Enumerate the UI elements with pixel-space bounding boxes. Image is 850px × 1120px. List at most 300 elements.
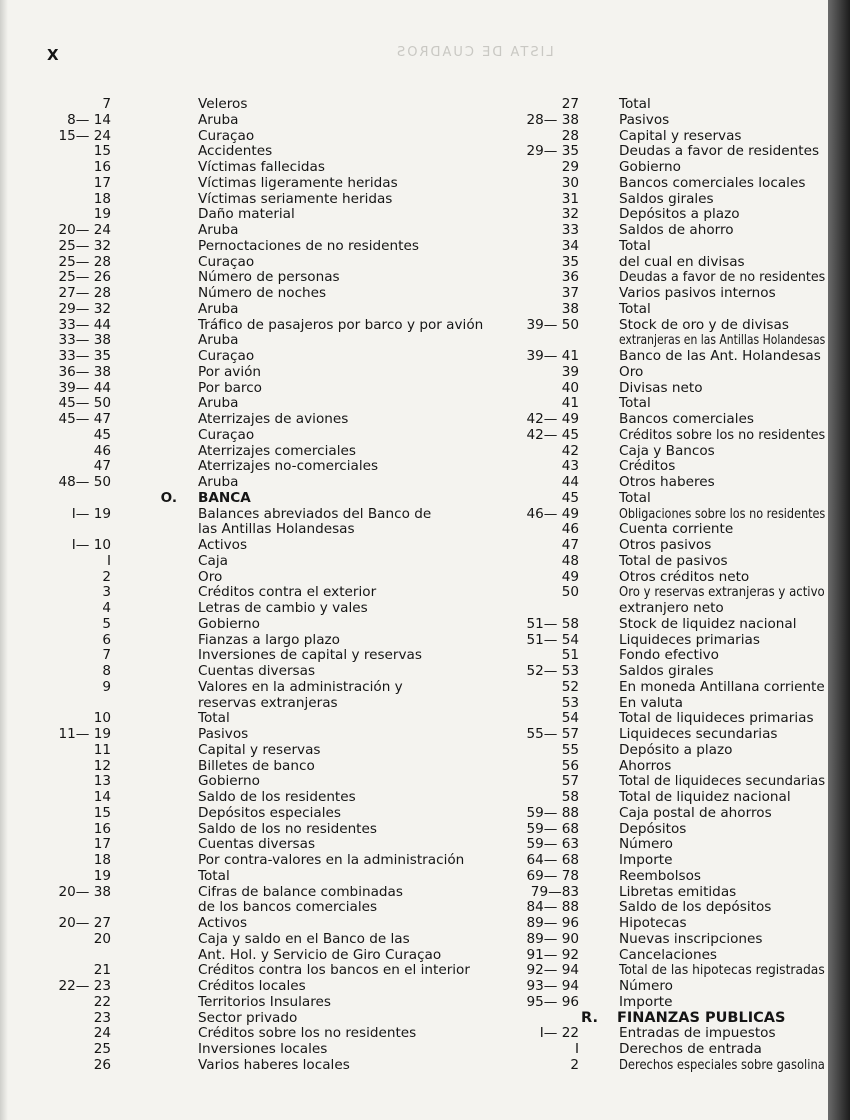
- table-title: Total: [619, 237, 651, 254]
- table-number: 25— 32: [58, 237, 111, 254]
- table-number: 11: [93, 741, 111, 758]
- table-number: 54: [561, 710, 579, 727]
- table-number-cell: [520, 192, 579, 208]
- index-row: [40, 963, 500, 979]
- index-row: [520, 207, 825, 223]
- table-title: Obligaciones sobre los no residentes: [619, 505, 826, 522]
- index-row: [40, 192, 500, 208]
- table-number: 14: [93, 789, 111, 805]
- table-title: Créditos sobre los no residentes: [198, 1025, 417, 1042]
- index-row: [40, 759, 500, 775]
- table-number: 4: [102, 600, 111, 616]
- table-number: 26: [93, 1056, 111, 1073]
- table-number: 84— 88: [526, 899, 579, 916]
- table-title: Créditos: [619, 458, 676, 475]
- table-number-cell: [520, 428, 579, 444]
- table-number-cell: [40, 475, 111, 491]
- table-number-cell: [40, 522, 111, 538]
- table-title: de los bancos comerciales: [198, 899, 378, 916]
- index-row: [520, 192, 825, 208]
- table-title: Deudas a favor de no residentes: [619, 269, 826, 286]
- index-row: [520, 333, 825, 349]
- index-row: [40, 885, 500, 901]
- index-row: [40, 648, 500, 664]
- table-number-cell: [40, 1042, 111, 1058]
- table-number-cell: [40, 869, 111, 885]
- table-title: Saldo de los depósitos: [619, 899, 772, 916]
- table-title: Número de noches: [198, 285, 327, 301]
- table-number: 20— 27: [58, 915, 111, 931]
- table-title: BANCA: [198, 489, 251, 506]
- table-number-cell: [520, 444, 579, 460]
- index-row: [40, 428, 500, 444]
- table-number: 18: [93, 190, 111, 207]
- table-title: Saldos girales: [619, 190, 714, 207]
- index-row: [40, 869, 500, 885]
- index-row: [40, 711, 500, 727]
- table-title: Aruba: [198, 300, 239, 317]
- table-title: Saldo de los no residentes: [198, 820, 377, 837]
- index-row: [40, 459, 500, 475]
- index-row: [520, 711, 825, 727]
- table-number-cell: [520, 207, 579, 223]
- table-title: Cancelaciones: [619, 946, 718, 963]
- table-title: Inversiones de capital y reservas: [198, 647, 422, 664]
- table-number: I— 22: [539, 1025, 579, 1042]
- table-number: 45— 47: [58, 411, 111, 427]
- page-shadow-edge: [828, 0, 850, 1120]
- index-row: [40, 223, 500, 239]
- table-number: 28— 38: [526, 111, 579, 128]
- table-title: Pasivos: [619, 111, 670, 128]
- table-number: 52: [561, 678, 579, 695]
- table-number: I— 19: [71, 505, 111, 522]
- table-title: Depósito a plazo: [619, 741, 733, 758]
- table-number: 39— 44: [58, 379, 111, 396]
- index-row: [40, 633, 500, 649]
- table-number: 39— 41: [526, 348, 579, 364]
- table-title: Créditos locales: [198, 978, 306, 994]
- table-title: Aterrizajes comerciales: [198, 442, 356, 459]
- index-row: [520, 349, 825, 365]
- table-title: Total de liquideces primarias: [619, 710, 814, 727]
- table-number: 8— 14: [67, 111, 111, 128]
- table-number: 35: [561, 253, 579, 270]
- table-title: Liquideces secundarias: [619, 726, 778, 742]
- index-row: [520, 570, 825, 586]
- table-title: Total de liquidez nacional: [619, 789, 791, 805]
- table-number-cell: [40, 302, 111, 318]
- page-binding-edge: [0, 0, 8, 1120]
- table-number: 12: [93, 757, 111, 774]
- table-number: 46: [93, 442, 111, 459]
- table-number-cell: [520, 900, 579, 916]
- index-row: [520, 932, 825, 948]
- table-number: 40: [561, 379, 579, 396]
- table-number-cell: [40, 113, 111, 129]
- table-number: 10: [93, 710, 111, 727]
- left-column-index: [40, 97, 500, 1074]
- table-number: 27: [561, 96, 579, 112]
- table-number-cell: [520, 979, 579, 995]
- table-number-cell: [520, 1026, 579, 1042]
- table-number-cell: [40, 806, 111, 822]
- table-title: Veleros: [198, 96, 248, 112]
- table-title: Oro: [619, 363, 644, 380]
- table-number: 9: [102, 678, 111, 695]
- index-row: [40, 522, 500, 538]
- index-row: [520, 648, 825, 664]
- table-title: Caja postal de ahorros: [619, 804, 772, 821]
- table-title: Accidentes: [198, 143, 273, 160]
- index-row: [40, 333, 500, 349]
- table-title: Créditos contra los bancos en el interior: [198, 962, 470, 979]
- table-number-cell: [40, 207, 111, 223]
- table-title: Aruba: [198, 395, 239, 412]
- table-number: 33— 38: [58, 332, 111, 349]
- table-number-cell: [520, 365, 579, 381]
- table-number-cell: [520, 774, 579, 790]
- index-row: [520, 318, 825, 334]
- table-number: 21: [93, 962, 111, 979]
- index-row: [40, 349, 500, 365]
- table-title: Total: [619, 489, 651, 506]
- table-number-cell: [520, 963, 579, 979]
- table-number-cell: [520, 176, 579, 192]
- index-row: [520, 822, 825, 838]
- table-number-cell: [40, 570, 111, 586]
- table-number-cell: [520, 475, 579, 491]
- table-title: Activos: [198, 537, 248, 553]
- table-number-cell: [40, 853, 111, 869]
- table-number: 32: [561, 206, 579, 223]
- table-number-cell: [520, 1042, 579, 1058]
- table-number: R.: [581, 1009, 598, 1026]
- index-row: [40, 365, 500, 381]
- table-title: Banco de las Ant. Holandesas: [619, 348, 821, 364]
- table-title: Por contra-valores en la administración: [198, 852, 465, 868]
- table-title: Nuevas inscripciones: [619, 930, 763, 947]
- table-title: Caja y saldo en el Banco de las: [198, 930, 410, 947]
- section-heading: [520, 1011, 825, 1027]
- table-number: 64— 68: [526, 852, 579, 868]
- table-number-cell: [40, 333, 111, 349]
- table-number: 22— 23: [58, 978, 111, 994]
- table-number-cell: [40, 743, 111, 759]
- table-number-cell: [520, 822, 579, 838]
- table-number: 42: [561, 442, 579, 459]
- table-title: Total: [619, 395, 651, 412]
- index-row: [520, 365, 825, 381]
- index-row: [40, 538, 500, 554]
- index-row: [520, 1042, 825, 1058]
- table-title: Total: [198, 710, 230, 727]
- table-title: Divisas neto: [619, 379, 703, 396]
- table-title: Tráfico de pasajeros por barco y por avión: [198, 316, 484, 333]
- table-number-cell: [520, 538, 579, 554]
- table-number-cell: [520, 459, 579, 475]
- table-number-cell: [40, 255, 111, 271]
- index-row: [520, 585, 825, 601]
- table-number: 24: [93, 1025, 111, 1042]
- table-title: Oro y reservas extranjeras y activo: [619, 584, 825, 601]
- table-number: 8: [102, 663, 111, 679]
- table-number-cell: [40, 916, 111, 932]
- table-title: Oro: [198, 568, 223, 585]
- table-title: Total de liquideces secundarias: [619, 773, 826, 790]
- bleed-through-header: LISTA DE CUADROS: [395, 45, 554, 60]
- index-row: [520, 129, 825, 145]
- table-title: Stock de oro y de divisas: [619, 316, 789, 333]
- table-number: 41: [561, 395, 579, 412]
- table-number: 95— 96: [526, 993, 579, 1010]
- index-row: [40, 680, 500, 696]
- table-number-cell: [520, 318, 579, 334]
- table-number-cell: [40, 381, 111, 397]
- table-title: Derechos especiales sobre gasolina: [619, 1056, 825, 1073]
- table-title: Sector privado: [198, 1009, 298, 1026]
- index-row: [40, 995, 500, 1011]
- table-number: 7: [102, 647, 111, 664]
- table-number-cell: [40, 412, 111, 428]
- table-number-cell: [40, 759, 111, 775]
- table-title: Saldos girales: [619, 663, 714, 679]
- table-number-cell: [520, 885, 579, 901]
- table-title: Aruba: [198, 474, 239, 490]
- table-number: 29: [561, 159, 579, 175]
- table-number: 59— 63: [526, 836, 579, 853]
- table-number-cell: [520, 759, 579, 775]
- table-number-cell: [40, 144, 111, 160]
- index-row: [40, 302, 500, 318]
- table-title: Saldo de los residentes: [198, 789, 356, 805]
- table-number-cell: [520, 1011, 598, 1027]
- table-title: En valuta: [619, 694, 683, 711]
- table-number-cell: [40, 270, 111, 286]
- index-row: [520, 286, 825, 302]
- table-title: Otros pasivos: [619, 537, 712, 553]
- index-row: [520, 412, 825, 428]
- table-number: 27— 28: [58, 285, 111, 301]
- table-title: Número: [619, 836, 673, 853]
- table-title: Balances abreviados del Banco de: [198, 505, 432, 522]
- table-number-cell: [40, 1058, 111, 1074]
- table-title: Stock de liquidez nacional: [619, 615, 797, 632]
- table-number: 38: [561, 300, 579, 317]
- table-title: Aterrizajes no-comerciales: [198, 458, 379, 475]
- table-number-cell: [520, 932, 579, 948]
- table-number: 45: [93, 426, 111, 443]
- index-row: [520, 759, 825, 775]
- index-row: [40, 806, 500, 822]
- table-number: 16: [93, 159, 111, 175]
- index-row: [520, 522, 825, 538]
- table-number-cell: [40, 995, 111, 1011]
- table-title: Derechos de entrada: [619, 1041, 762, 1057]
- table-number: 50: [561, 584, 579, 601]
- table-number-cell: [520, 239, 579, 255]
- table-number-cell: [40, 239, 111, 255]
- table-number: 37: [561, 285, 579, 301]
- table-number-cell: [40, 963, 111, 979]
- index-row: [40, 916, 500, 932]
- table-number: 30: [561, 174, 579, 191]
- table-number-cell: [40, 192, 111, 208]
- table-number-cell: [40, 459, 111, 475]
- table-number-cell: [520, 97, 579, 113]
- table-number: 45: [561, 489, 579, 506]
- table-number-cell: [520, 617, 579, 633]
- table-number: 25— 26: [58, 269, 111, 286]
- index-row: [40, 444, 500, 460]
- table-number-cell: [40, 176, 111, 192]
- index-row: [40, 144, 500, 160]
- table-title: reservas extranjeras: [198, 694, 338, 711]
- table-number-cell: [40, 617, 111, 633]
- index-row: [40, 1011, 500, 1027]
- index-row: [40, 113, 500, 129]
- table-number: 17: [93, 174, 111, 191]
- table-number-cell: [520, 412, 579, 428]
- index-row: [520, 727, 825, 743]
- table-number-cell: [520, 1058, 579, 1074]
- index-row: [520, 459, 825, 475]
- index-row: [40, 743, 500, 759]
- table-number-cell: [520, 633, 579, 649]
- index-row: [520, 176, 825, 192]
- table-number: 36: [561, 269, 579, 286]
- table-title: Cuenta corriente: [619, 521, 734, 538]
- table-number: 92— 94: [526, 962, 579, 979]
- table-number: 44: [561, 474, 579, 490]
- right-column-index: [520, 97, 825, 1074]
- table-number: 47: [561, 537, 579, 553]
- table-number-cell: [520, 869, 579, 885]
- table-number-cell: [40, 491, 177, 507]
- index-row: [520, 255, 825, 271]
- table-number-cell: [520, 995, 579, 1011]
- index-row: [40, 664, 500, 680]
- table-title: Importe: [619, 852, 673, 868]
- table-number: 28: [561, 127, 579, 144]
- index-row: [40, 979, 500, 995]
- table-number-cell: [40, 349, 111, 365]
- table-number: 33— 35: [58, 348, 111, 364]
- table-number-cell: [40, 160, 111, 176]
- table-number: 42— 49: [526, 411, 579, 427]
- table-number: 89— 90: [526, 930, 579, 947]
- table-title: Saldos de ahorro: [619, 222, 734, 238]
- table-number: 43: [561, 458, 579, 475]
- table-title: Créditos contra el exterior: [198, 584, 377, 601]
- table-number: 48— 50: [58, 474, 111, 490]
- table-number: 20— 24: [58, 222, 111, 238]
- table-number-cell: [520, 664, 579, 680]
- index-row: [40, 1026, 500, 1042]
- table-title: Total: [619, 96, 651, 112]
- table-number: 11— 19: [58, 726, 111, 742]
- table-title: Letras de cambio y vales: [198, 600, 368, 616]
- index-row: [40, 97, 500, 113]
- table-title: Fianzas a largo plazo: [198, 631, 340, 648]
- table-title: Aruba: [198, 222, 239, 238]
- table-number-cell: [520, 270, 579, 286]
- index-row: [520, 554, 825, 570]
- table-title: Cifras de balance combinadas: [198, 883, 403, 900]
- table-number: 22: [93, 993, 111, 1010]
- table-number: 69— 78: [526, 867, 579, 884]
- table-number: 25: [93, 1041, 111, 1057]
- table-number: I: [574, 1041, 579, 1057]
- table-number-cell: [520, 853, 579, 869]
- table-number: 31: [561, 190, 579, 207]
- table-number: 29— 32: [58, 300, 111, 317]
- index-row: [520, 538, 825, 554]
- table-number-cell: [40, 428, 111, 444]
- table-title: las Antillas Holandesas: [198, 521, 355, 538]
- table-title: Aruba: [198, 332, 239, 349]
- index-row: [40, 774, 500, 790]
- table-number-cell: [520, 491, 579, 507]
- table-title: Capital y reservas: [619, 127, 742, 144]
- table-number-cell: [40, 396, 111, 412]
- table-number-cell: [40, 601, 111, 617]
- table-number-cell: [40, 664, 111, 680]
- table-title: Cuentas diversas: [198, 836, 316, 853]
- table-number: 13: [93, 773, 111, 790]
- table-number-cell: [40, 554, 111, 570]
- section-heading: [40, 491, 500, 507]
- index-row: [520, 837, 825, 853]
- table-number: 16: [93, 820, 111, 837]
- table-title: Gobierno: [198, 615, 260, 632]
- index-row: [40, 554, 500, 570]
- index-row: [520, 806, 825, 822]
- table-number-cell: [40, 538, 111, 554]
- table-number: 20— 38: [58, 883, 111, 900]
- table-title: Entradas de impuestos: [619, 1025, 776, 1042]
- index-row: [40, 129, 500, 145]
- table-number-cell: [520, 727, 579, 743]
- table-title: Ahorros: [619, 757, 672, 774]
- table-number: I— 10: [71, 537, 111, 553]
- index-row: [40, 696, 500, 712]
- table-number-cell: [520, 680, 579, 696]
- index-row: [520, 381, 825, 397]
- table-number-cell: [520, 349, 579, 365]
- index-row: [40, 475, 500, 491]
- table-title: Curaçao: [198, 127, 255, 144]
- table-number: 57: [561, 773, 579, 790]
- table-number-cell: [40, 129, 111, 145]
- table-title: Caja: [198, 552, 228, 569]
- index-row: [40, 255, 500, 271]
- index-row: [520, 774, 825, 790]
- table-number: 46— 49: [526, 505, 579, 522]
- index-row: [40, 585, 500, 601]
- table-number: 56: [561, 757, 579, 774]
- table-number: 18: [93, 852, 111, 868]
- index-row: [520, 633, 825, 649]
- table-number-cell: [40, 365, 111, 381]
- table-number: 91— 92: [526, 946, 579, 963]
- index-row: [520, 963, 825, 979]
- table-number-cell: [520, 570, 579, 586]
- index-row: [40, 1042, 500, 1058]
- index-row: [40, 900, 500, 916]
- table-number-cell: [520, 601, 579, 617]
- table-number-cell: [520, 381, 579, 397]
